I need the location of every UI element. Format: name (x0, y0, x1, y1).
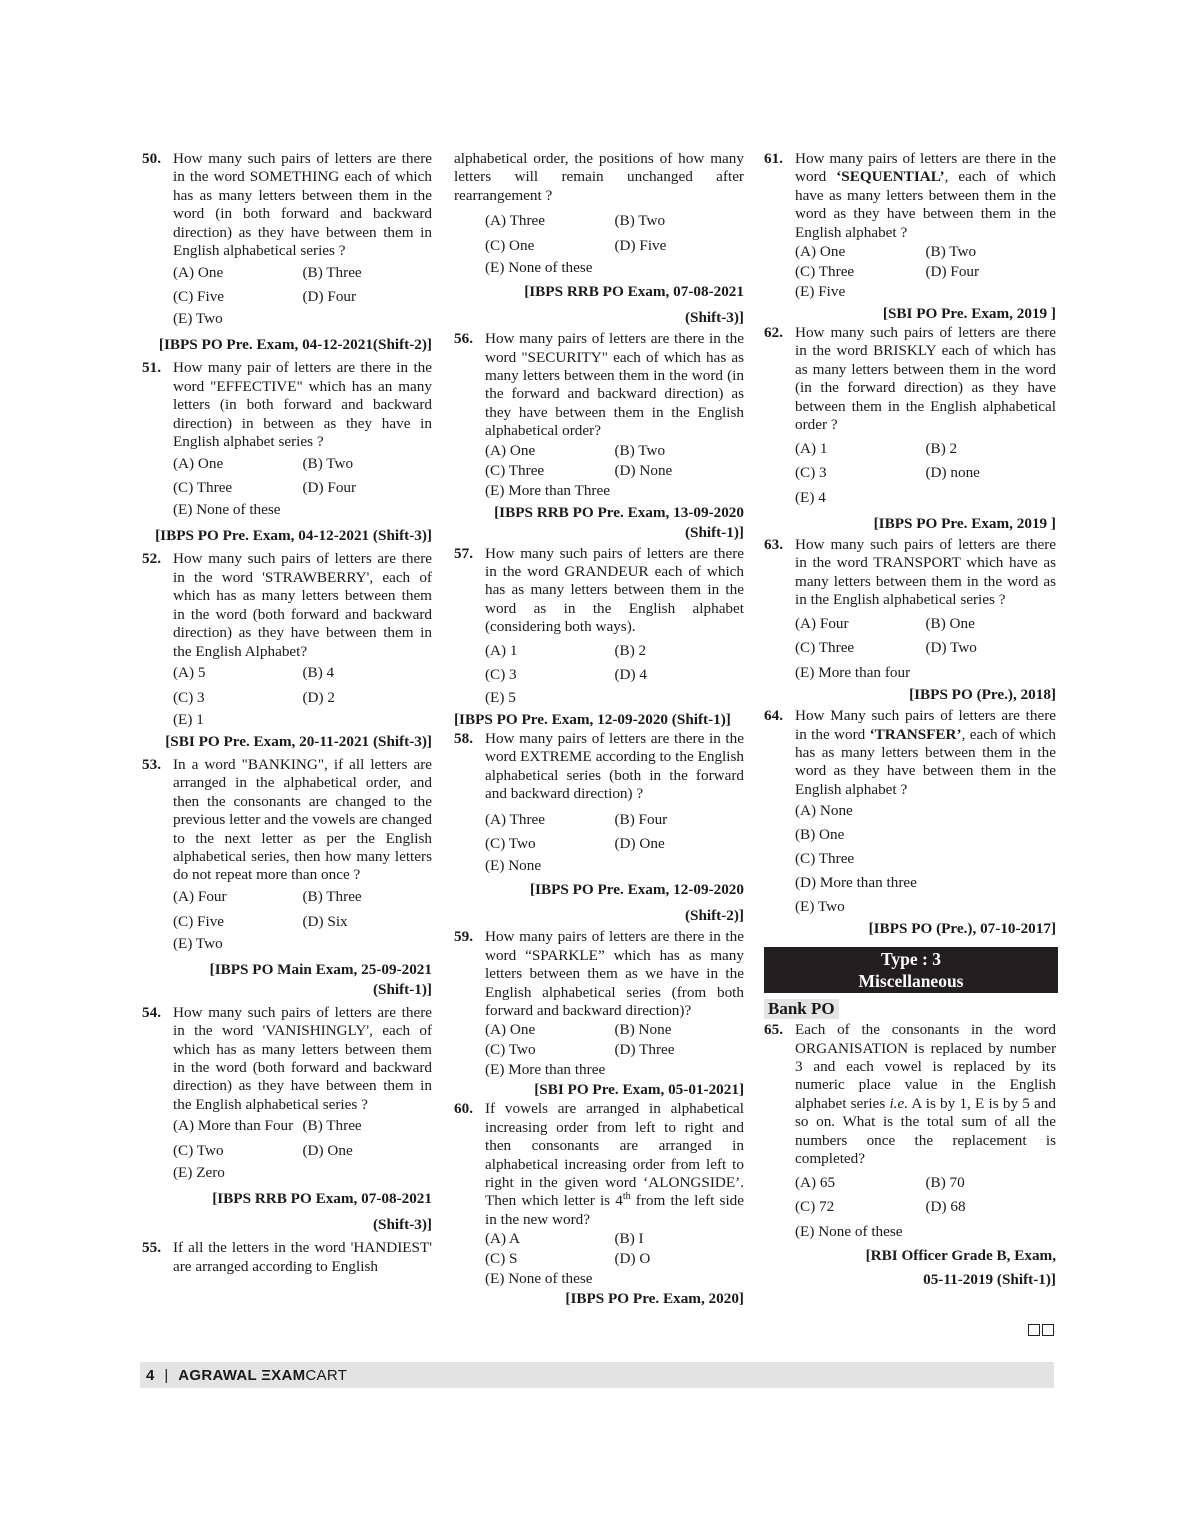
column-1 (142, 150, 432, 1276)
options-55: (A) Three (B) Two (C) One (D) Five (E) None of these (485, 212, 667, 277)
source-54: [IBPS RRB PO Exam, 07-08-2021 (212, 1190, 432, 1208)
source-64: [IBPS PO (Pre.), 07-10-2017] (868, 920, 1056, 938)
page-number: 4 (146, 1366, 155, 1384)
options-59: (A) One (B) None (C) Two (D) Three (E) More than three (485, 1021, 675, 1079)
question-52: 52. How many such pairs of letters are there in the word 'STRAWBERRY', each of which has as many letters between them in the word (both forward and backward direction) as they have between them in the English Alphabet? (142, 550, 432, 660)
source-52: [SBI PO Pre. Exam, 20-11-2021 (Shift-3)] (165, 732, 432, 750)
options-62: (A) 1 (B) 2 (C) 3 (D) none (E) 4 (795, 439, 980, 506)
source-60: [IBPS PO Pre. Exam, 2020] (565, 1290, 744, 1308)
options-51: (A) One (B) Two (C) Three (D) Four (E) None of these (173, 454, 357, 519)
source-55: [IBPS RRB PO Exam, 07-08-2021 (524, 283, 744, 301)
options-61: (A) One (B) Two (C) Three (D) Four (E) Five (795, 243, 980, 301)
options-54: (A) More than Four (B) Three (C) Two (D) One (E) Zero (173, 1117, 362, 1182)
question-51: 51. How many pair of letters are there in the word "EFFECTIVE" which has an many letters (in both forward and backward direction) in between as they have in English alphabet series ? (142, 359, 432, 451)
section-heading: Bank PO (764, 999, 839, 1019)
source-50: [IBPS PO Pre. Exam, 04-12-2021(Shift-2)] (158, 336, 432, 354)
source-54-shift: (Shift-3)] (372, 1216, 432, 1234)
options-63: (A) Four (B) One (C) Three (D) Two (E) More than four (795, 614, 977, 681)
source-55-shift: (Shift-3)] (684, 309, 744, 327)
options-57: (A) 1 (B) 2 (C) 3 (D) 4 (E) 5 (485, 641, 647, 706)
options-60: (A) A (B) I (C) S (D) O (E) None of these (485, 1230, 651, 1288)
question-57: 57. How many such pairs of letters are there in the word GRANDEUR each of which has as many letters between them in the word as in the English alphabet (considering both ways). (454, 544, 744, 636)
question-60: 60. If vowels are arranged in alphabetical increasing order from left to right and then consonants are arranged in alphabetical increasing order from left to right in the given word ‘ALONGSIDE’. Then which letter is 4th from the left side in the new word? (454, 1100, 744, 1228)
options-56: (A) One (B) Two (C) Three (D) None (E) More than Three (485, 441, 673, 499)
source-56-shift: (Shift-1)] (684, 523, 744, 541)
end-of-section-icon (1026, 1323, 1054, 1341)
question-59: 59. How many pairs of letters are there in the word “SPARKLE” which has as many letters between them as we have in the English alphabetical series (from both forward and backward direction)? (454, 928, 744, 1019)
question-62: 62. How many such pairs of letters are there in the word BRISKLY each of which has as many letters between them in the word (in the forward direction) as they have between them in the English alphabetical order ? (764, 324, 1056, 434)
source-61: [SBI PO Pre. Exam, 2019 ] (882, 305, 1056, 323)
source-59: [SBI PO Pre. Exam, 05-01-2021] (534, 1081, 744, 1099)
source-65: [RBI Officer Grade B, Exam, (865, 1246, 1056, 1264)
question-63: 63. How many such pairs of letters are there in the word TRANSPORT which have as many letters between them in the word as in the English alphabetical series ? (764, 535, 1056, 609)
options-65: (A) 65 (B) 70 (C) 72 (D) 68 (E) None of these (795, 1173, 966, 1240)
source-57: [IBPS PO Pre. Exam, 12-09-2020 (Shift-1)] (454, 710, 731, 728)
question-56: 56. How many pairs of letters are there in the word "SECURITY" each of which has as many letters between them in the word (in the forward and backward direction) as they have between them in the English alphabetical order? (454, 330, 744, 440)
question-54: 54. How many such pairs of letters are there in the word 'VANISHINGLY', each of which has as many letters between them in the word (both forward and backward direction) as they have between them in the English alphabetical series ? (142, 1003, 432, 1113)
column-3 (764, 150, 1056, 1294)
question-53: 53. In a word "BANKING", if all letters are arranged in the alphabetical order, and then the consonants are changed to the previous letter and the vowels are changed to the next letter as per the English alphabetical series, then how many letters do not repeat more than once ? (142, 755, 432, 884)
source-63: [IBPS PO (Pre.), 2018] (909, 686, 1056, 704)
source-58: [IBPS PO Pre. Exam, 12-09-2020 (529, 881, 744, 899)
source-62: [IBPS PO Pre. Exam, 2019 ] (873, 514, 1056, 532)
source-65-shift: 05-11-2019 (Shift-1)] (923, 1270, 1056, 1288)
source-58-shift: (Shift-2)] (684, 907, 744, 925)
source-53: [IBPS PO Main Exam, 25-09-2021 (209, 960, 432, 978)
question-61: 61. How many pairs of letters are there in the word ‘SEQUENTIAL’, each of which have as many letters between them in the word as they have between them in the English alphabet ? (764, 150, 1056, 241)
options-53: (A) Four (B) Three (C) Five (D) Six (E) Two (173, 888, 362, 952)
question-50: 50. How many such pairs of letters are there in the word SOMETHING each of which has as many letters between them in the word (in both forward and backward direction) as they have between them in English alphabetical series ? (142, 150, 432, 260)
question-65: 65. Each of the consonants in the word ORGANISATION is replaced by number 3 and each vowel is replaced by its numeric place value in the English alphabet series i.e. A is by 1, E is by 5 and so on. What is the total sum of all the numbers once the replacement is completed? (764, 1021, 1056, 1167)
options-58: (A) Three (B) Four (C) Two (D) One (E) None (485, 810, 668, 875)
options-52: (A) 5 (B) 4 (C) 3 (D) 2 (E) 1 (173, 664, 335, 728)
page-footer (140, 1362, 1054, 1388)
source-53-shift: (Shift-1)] (372, 980, 432, 998)
footer-separator: | (164, 1366, 169, 1384)
column-2 (454, 150, 744, 1309)
source-56: [IBPS RRB PO Pre. Exam, 13-09-2020 (494, 503, 744, 521)
question-55-continued: alphabetical order, the positions of how many letters will remain unchanged after rearrangement ? (454, 150, 744, 204)
question-55: 55. If all the letters in the word 'HANDIEST' are arranged according to English (142, 1239, 432, 1275)
source-51: [IBPS PO Pre. Exam, 04-12-2021 (Shift-3)] (155, 527, 432, 545)
question-58: 58. How many pairs of letters are there in the word EXTREME according to the English alphabetical series (both in the forward and backward direction) ? (454, 729, 744, 802)
options-64: (A) None (B) One (C) Three (D) More than three (E) Two (795, 802, 917, 916)
question-64: 64. How Many such pairs of letters are there in the word ‘TRANSFER’, each of which has as many letters between them in the word as they have between them in the English alphabet ? (764, 707, 1056, 798)
options-50: (A) One (B) Three (C) Five (D) Four (E) Two (173, 263, 362, 328)
brand-logo: AGRAWAL ΞXAMCART (178, 1366, 348, 1384)
type-heading: Type : 3 Miscellaneous (764, 947, 1058, 993)
